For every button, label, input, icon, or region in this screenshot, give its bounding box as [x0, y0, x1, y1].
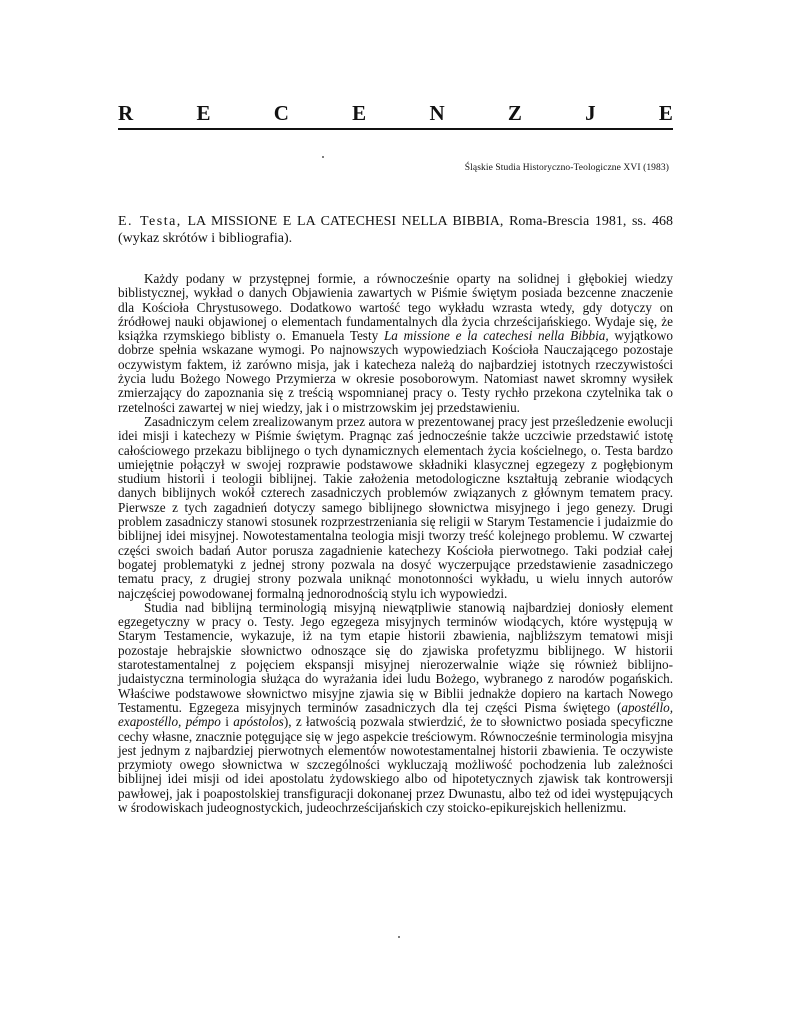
italic-title: La missione e la catechesi nella Bibbia, [383, 328, 609, 344]
header-rule [118, 128, 673, 130]
header-letter: N [429, 100, 445, 125]
scan-speck [398, 936, 400, 938]
review-body [118, 272, 673, 815]
text-run: Studia nad biblijną terminologią misyjną niewątpliwie stanowią najbardziej doniosły element egzegetyczny w pracy o. Testy. Jego egzegeza misyjnych terminów wiodących, które występują w Starym Testamencie, wykazuje, iż na tym etapie historii zbawienia, najbliższym tematowi misji pozostaje hebrajskie słownictwo odnoszące się do zjawiska profetyzmu biblijnego. W historii starotestamentalnej z pojęciem ekspansji misyjnej nierozerwalnie wiąże się również biblijno-judaistyczna terminologia służąca do wyrażania idei ludu Bożego, wybranego z narodów pogańskich. Właściwe podstawowe słownictwo misyjne zjawia się w Biblii jednakże dopiero na kartach Nowego Testamentu. Egzegeza misyjnych terminów zasadniczych dla tej części Pisma świętego ( [118, 599, 673, 715]
section-header [118, 100, 673, 126]
book-citation [118, 213, 673, 247]
header-letter: Z [507, 100, 522, 125]
body-paragraph [118, 272, 673, 415]
text-run: ), z łatwością pozwala stwierdzić, że to słownictwo posiada specyficzne cechy własne, znacznie potęgujące się w jego aspekcie treściowym. Równocześnie terminologia misyjna jest jednym z najbardziej pierwotnych elementów nowotestamentalnej historii zbawienia. Te oczywiste przymioty owego słownictwa w szczególności wykluczają możliwość pochodzenia lub zależności biblijnej idei misji od idei apostolatu żydowskiego albo od hipotetycznych zjawisk tak kontrowersji pawłowej, jak i poapostolskiej transfiguracji dokonanej przez Dwunastu, albo też od idei występujących w środowiskach judeognostyckich, judeochrześcijańskich czy stoicko-epikurejskich hellenizmu. [118, 714, 674, 815]
header-letter: R [118, 100, 134, 125]
body-paragraph [118, 415, 673, 601]
citation-details: Roma-Brescia 1981, ss. 468 (wykaz skrótów i bibliografia). [118, 214, 674, 246]
header-letter: E [352, 100, 367, 125]
header-letter: E [196, 100, 211, 125]
citation-title: LA MISSIONE E LA CATECHESI NELLA BIBBIA, [187, 214, 504, 229]
scan-speck [322, 156, 324, 158]
body-paragraph [118, 601, 673, 815]
text-run: Zasadniczym celem zrealizowanym przez autora w prezentowanej pracy jest prześledzenie ewolucji idei misji i katechezy w Piśmie świętym. Pragnąc zaś jednocześnie także uczciwie przedstawić istotę całościowego przekazu biblijnego o tych dynamicznych elementach życia kościelnego, o. Testa bardzo umiejętnie połączył w swojej rozprawie podstawowe składniki klasycznej egzegezy z pogłębionym studium historii i teologii biblijnej. Takie założenia metodologiczne kształtują zebranie wiodących danych biblijnych wokół czterech zasadniczych problemów związanych z głównym tematem pracy. Pierwsze z tych zagadnień dotyczy samego biblijnego słownictwa misyjnego i jego genezy. Drugi problem zasadniczy stanowi stosunek rozprzestrzeniania się religii w Starym Testamencie i judaizmie do biblijnej idei misyjnej. Nowotestamentalna teologia misji tworzy treść kolejnego problemu. W czwartej części swoich badań Autor porusza zagadnienie katechezy Kościoła pierwotnego. Taki podział całej bogatej problematyki z jednej strony pozwala na dosyć wyczerpujące przedstawienie zasadniczego tematu pracy, z drugiej strony pozwala uniknąć monotonności wykładu, u wielu innych autorów najczęściej powodowanej formalną jednorodnością stylu ich wypowiedzi. [118, 413, 673, 601]
header-letter: E [658, 100, 673, 125]
header-letter: C [273, 100, 289, 125]
text-run: i [220, 714, 234, 730]
citation-author: E. Testa, [118, 214, 182, 229]
header-letter: J [585, 100, 596, 125]
text-run: Każdy podany w przystępnej formie, a równocześnie oparty na solidnej i głębokiej wiedzy biblistycznej, wykład o danych Objawienia zawartych w Piśmie świętym posiada bezcenne znaczenie dla Kościoła Chrystusowego. Dodatkowo wartość tego wykładu wzrasta wtedy, gdy dotyczy on źródłowej nauki objawionej o elementach fundamentalnych dla życia chrześcijańskiego. Wydaje się, że książka rzymskiego biblisty o. Emanuela Testy [118, 271, 673, 344]
journal-info: Śląskie Studia Historyczno-Teologiczne XVI (1983) [464, 163, 669, 173]
italic-title: apóstolos [233, 714, 284, 730]
italic-title: apostéllo, exapostéllo, pémpo [118, 699, 673, 730]
text-run: wyjątkowo dobrze spełnia wskazane wymogi. Po najnowszych wypowiedziach Kościoła Nauczającego pozostaje oczywistym faktem, iż zarówno misja, jak i katecheza należą do najbardziej istotnych rzeczywistości życia ludu Bożego Nowego Przymierza w okresie posoborowym. Natomiast nawet skromny wysiłek zmierzający do zapoznania się z treścią wspomnianej pracy o. Testy rychło przekona czytelnika tak o rzetelności zawartej w niej wiedzy, jak i o mistrzowskim jej przedstawieniu. [118, 328, 673, 415]
